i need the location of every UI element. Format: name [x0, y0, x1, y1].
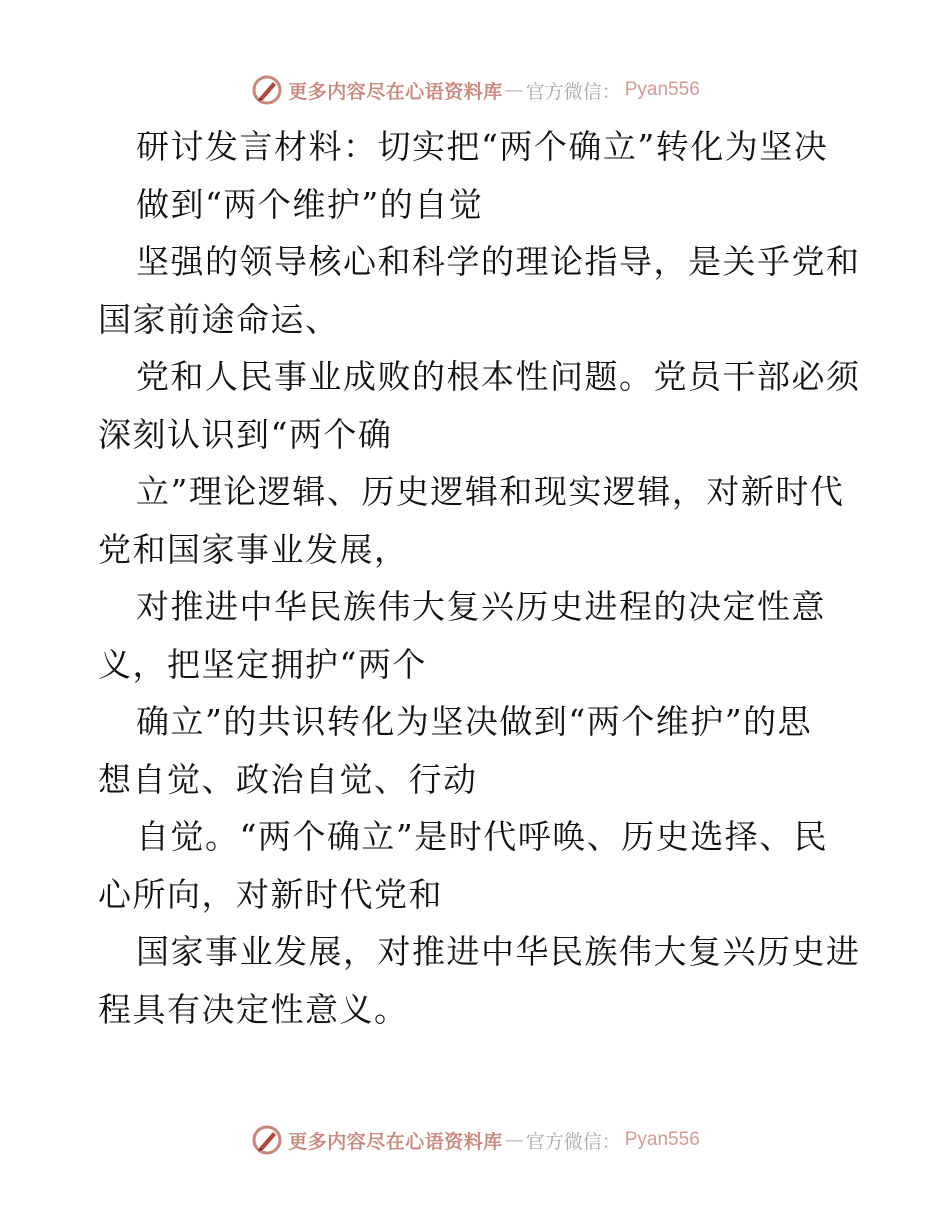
doc-line-title-1: 研讨发言材料：切实把“两个确立”转化为坚决: [136, 127, 829, 166]
doc-line: 对推进中华民族伟大复兴历史进程的决定性意: [136, 587, 826, 626]
pen-logo-icon: [250, 1123, 284, 1157]
watermark-wechat-label: 官方微信：: [525, 1130, 621, 1153]
watermark-separator: —: [504, 79, 524, 101]
watermark-wechat-label: 官方微信：: [525, 80, 621, 103]
watermark-wechat-id: Pyan556: [624, 1129, 700, 1150]
doc-line: 国家事业发展，对推进中华民族伟大复兴历史进: [136, 932, 861, 971]
pen-logo-icon: [250, 73, 284, 107]
document-body: [98, 118, 861, 1038]
doc-line: 坚强的领导核心和科学的理论指导，是关乎党和: [136, 242, 861, 281]
doc-line: 自觉。“两个确立”是时代呼唤、历史选择、民: [136, 817, 829, 856]
doc-line: 党和人民事业成败的根本性问题。党员干部必须: [136, 357, 861, 396]
doc-line: 国家前途命运、: [98, 299, 340, 339]
watermark-wechat-id: Pyan556: [624, 79, 700, 100]
doc-line: 深刻认识到“两个确: [98, 414, 393, 454]
doc-line: 程具有决定性意义。: [98, 989, 409, 1029]
doc-line: 确立”的共识转化为坚决做到“两个维护”的思: [136, 702, 813, 741]
doc-line: 想自觉、政治自觉、行动: [98, 759, 478, 799]
watermark-site-text: 更多内容尽在心语资料库: [288, 1130, 503, 1153]
doc-line: 义，把坚定拥护“两个: [98, 644, 427, 684]
header-watermark: [0, 70, 950, 110]
footer-watermark: [0, 1120, 950, 1160]
doc-line-title-2: 做到“两个维护”的自觉: [136, 184, 484, 224]
doc-line: 心所向，对新时代党和: [98, 874, 443, 914]
watermark-site-text: 更多内容尽在心语资料库: [288, 80, 503, 103]
doc-line: 党和国家事业发展，: [98, 529, 409, 569]
watermark-separator: —: [504, 1129, 524, 1151]
doc-line: 立”理论逻辑、历史逻辑和现实逻辑，对新时代: [136, 472, 845, 511]
